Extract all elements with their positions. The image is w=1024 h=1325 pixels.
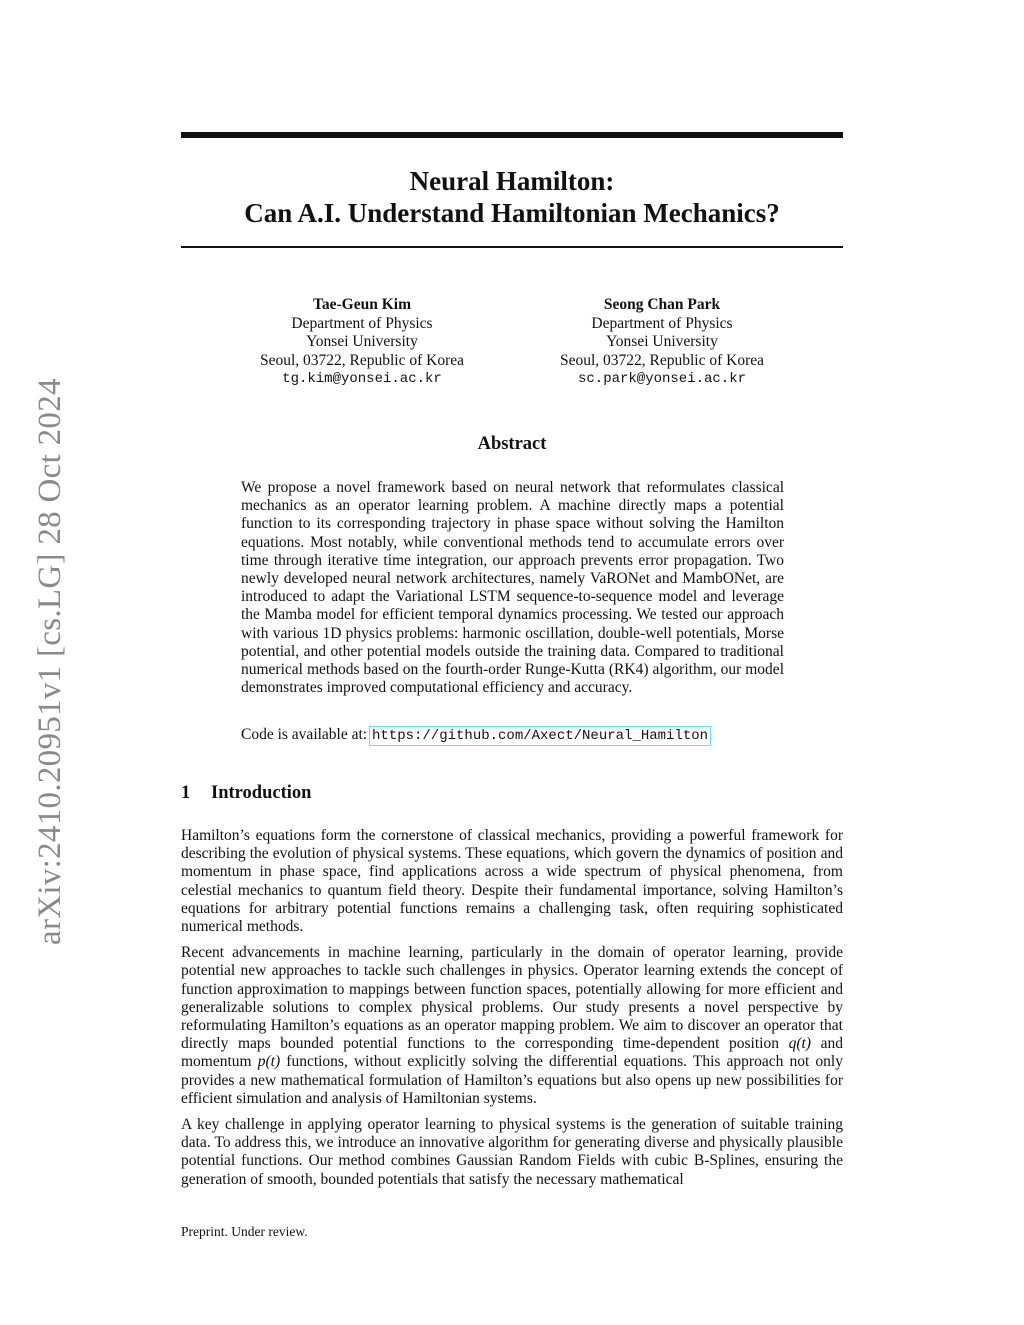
author-block-2: [512, 296, 812, 389]
author-email[interactable]: sc.park@yonsei.ac.kr: [577, 371, 747, 387]
abstract-text: We propose a novel framework based on neural network that reformulates classical mechanics as an operator learning problem. A machine directly maps a potential function to its corresponding trajectory in phase space without solving the Hamilton equations. Most notably, while conventional methods tend to accumulate errors over time through iterative time integration, our approach prevents error propagation. Two newly developed neural network architectures, namely VaRONet and MambONet, are introduced to adapt the Variational LSTM sequence-to-sequence model and leverage the Mamba model for efficient temporal dynamics processing. We tested our approach with various 1D physics problems: harmonic oscillation, double-well potentials, Morse potential, and other potential models outside the training data. Compared to traditional numerical methods based on the fourth-order Runge-Kutta (RK4) algorithm, our model demonstrates improved computational efficiency and accuracy.: [241, 479, 784, 697]
paragraph-2-part-c: functions, without explicitly solving the differential equations. This approach not only provides a new mathematical formulation of Hamilton’s equations but also opens up new possibilities for efficient simulation and analysis of Hamiltonian systems.: [181, 1053, 843, 1107]
introduction-body: [181, 827, 843, 1197]
code-prefix: Code is available at:: [241, 726, 371, 743]
author-address: Seoul, 03722, Republic of Korea: [559, 351, 765, 369]
title-line-2: Can A.I. Understand Hamiltonian Mechanics?: [244, 198, 780, 228]
paper-title: [181, 165, 843, 229]
author-department: Department of Physics: [291, 314, 433, 332]
author-name: Seong Chan Park: [603, 296, 721, 313]
author-university: Yonsei University: [606, 333, 718, 350]
author-email[interactable]: tg.kim@yonsei.ac.kr: [282, 371, 442, 387]
section-number: 1: [181, 783, 191, 803]
author-address: Seoul, 03722, Republic of Korea: [259, 351, 465, 369]
paragraph-2-part-a: Recent advancements in machine learning, particularly in the domain of operator learning, provide potential new approaches to tackle such challenges in physics. Operator learning extends the concept of function approximation to mappings between function spaces, potentially allowing for more efficient and generalizable solutions to complex physical problems. Our study presents a novel perspective by reformulating Hamilton’s equations as an operator mapping problem. We aim to discover an operator that directly maps bounded potential functions to the corresponding time-dependent position: [181, 944, 843, 1053]
math-p-of-t: p(t): [257, 1053, 281, 1071]
paragraph-3: A key challenge in applying operator learning to physical systems is the generation of suitable training data. To address this, we introduce an innovative algorithm for generating diverse and physically plausible potential functions. Our method combines Gaussian Random Fields with cubic B-Splines, ensuring the generation of smooth, bounded potentials that satisfy the necessary mathematical: [181, 1116, 843, 1188]
code-availability: [241, 726, 784, 745]
section-heading-introduction: [181, 783, 311, 804]
arxiv-identifier: arXiv:2410.20951v1 [cs.LG] 28 Oct 2024: [32, 378, 68, 945]
abstract-heading: Abstract: [477, 434, 547, 454]
paragraph-2-part-b: and momentum: [181, 1035, 843, 1071]
author-department: Department of Physics: [591, 314, 733, 332]
paragraph-1: Hamilton’s equations form the cornerstone of classical mechanics, providing a powerful framework for describing the evolution of physical systems. These equations, which govern the dynamics of position and momentum in phase space, find applications across a wide spectrum of physical phenomena, from celestial mechanics to quantum field theory. Despite their fundamental importance, solving Hamilton’s equations for arbitrary potential functions remains a challenging task, often requiring sophisticated numerical methods.: [181, 827, 843, 936]
footer-note: Preprint. Under review.: [181, 1224, 308, 1239]
author-block-1: [212, 296, 512, 389]
title-rule-top: [181, 132, 843, 138]
paragraph-2: [181, 944, 843, 1108]
section-title: Introduction: [211, 783, 312, 803]
author-university: Yonsei University: [306, 333, 418, 350]
author-name: Tae-Geun Kim: [312, 296, 412, 313]
github-link[interactable]: https://github.com/Axect/Neural_Hamilton: [372, 728, 709, 744]
math-q-of-t: q(t): [788, 1035, 811, 1053]
title-line-1: Neural Hamilton:: [409, 166, 615, 196]
title-rule-bottom: [181, 246, 843, 248]
